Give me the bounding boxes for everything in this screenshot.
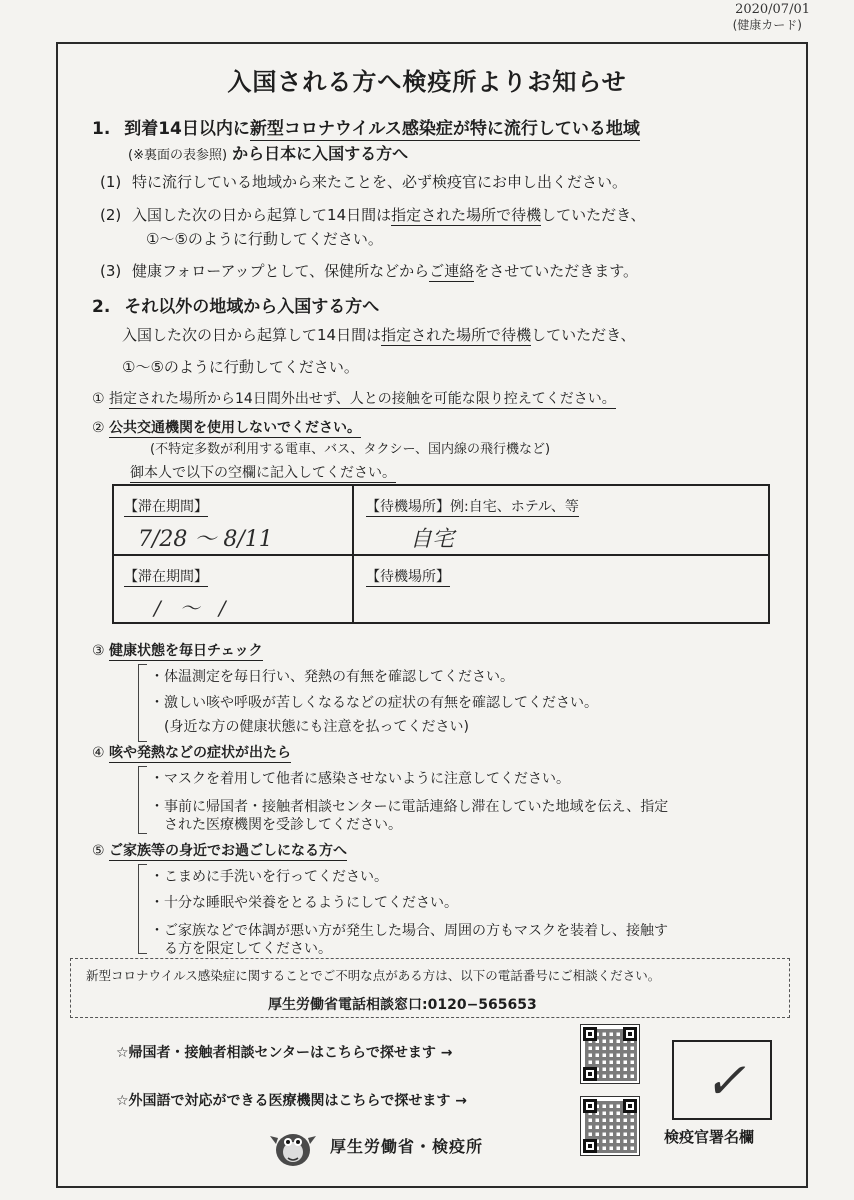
item-number: (1) bbox=[100, 173, 122, 191]
rule-4-item-2: ・事前に帰国者・接触者相談センターに電話連絡し滞在していた地域を伝え、指定 bbox=[150, 799, 669, 815]
stay-table bbox=[112, 484, 770, 624]
wait-location-label-1 bbox=[366, 496, 579, 516]
contact-phone[interactable]: 厚生労働省電話相談窓口:0120−565653 bbox=[268, 997, 537, 1013]
stay-period-label-1 bbox=[124, 496, 208, 516]
item-number: (2) bbox=[100, 206, 122, 224]
label-text: 【滞在期間】 bbox=[124, 499, 208, 515]
item-text: 特に流行している地域から来たことを、必ず検疫官にお申し出ください。 bbox=[132, 173, 628, 191]
rule-2-number: ② bbox=[92, 420, 105, 436]
section-2-lead: 入国した次の日から起算して14日間は bbox=[122, 326, 382, 344]
rule-2 bbox=[92, 417, 361, 437]
page-title: 入国される方へ検疫所よりお知らせ bbox=[227, 68, 627, 96]
item-text-lead: 入国した次の日から起算して14日間は bbox=[132, 206, 392, 224]
stay-period-label-2 bbox=[124, 566, 208, 586]
qr-finder bbox=[623, 1099, 637, 1113]
section-1-number: 1. bbox=[92, 119, 111, 139]
label-example: 例:自宅、ホテル、等 bbox=[450, 499, 579, 515]
center-search-link[interactable]: ☆帰国者・接触者相談センターはこちらで探せます → bbox=[116, 1045, 453, 1061]
table-divider-horizontal bbox=[114, 554, 768, 556]
item-text-tail: していただき、 bbox=[541, 206, 646, 224]
label-text: 【滞在期間】 bbox=[124, 569, 208, 585]
rule-5-item-1: ・こまめに手洗いを行ってください。 bbox=[150, 869, 388, 885]
document-date: 2020/07/01 bbox=[735, 2, 810, 17]
label-text: 【待機場所】 bbox=[366, 499, 450, 515]
rule-5-item-3: ・ご家族などで体調が悪い方が発生した場合、周囲の方もマスクを装着し、接触す bbox=[150, 923, 668, 939]
section-2-title: それ以外の地域から入国する方へ bbox=[124, 297, 380, 317]
section-2-line-1 bbox=[122, 324, 636, 345]
contact-text: 新型コロナウイルス感染症に関することでご不明な点がある方は、以下の電話番号にご相談ください。 bbox=[86, 968, 661, 983]
rule-2-note: (不特定多数が利用する電車、バス、タクシー、国内線の飛行機など) bbox=[150, 442, 551, 457]
item-number: (3) bbox=[100, 262, 122, 280]
section-2-number: 2. bbox=[92, 297, 111, 317]
rule-2-fill-instruction bbox=[130, 462, 396, 482]
item-text-lead: 健康フォローアップとして、保健所などから bbox=[132, 262, 430, 280]
signature-label: 検疫官署名欄 bbox=[664, 1128, 755, 1146]
footer-organization: 厚生労働省・検疫所 bbox=[330, 1137, 484, 1156]
fill-instruction-text: 御本人で以下の空欄に記入してください。 bbox=[130, 465, 396, 481]
wait-location-field-1[interactable]: 自宅 bbox=[410, 527, 455, 552]
rule-4-heading: 咳や発熱などの症状が出たら bbox=[109, 745, 292, 761]
rule-5-number: ⑤ bbox=[92, 843, 105, 859]
section-2-line-2: ①〜⑤のように行動してください。 bbox=[122, 358, 359, 376]
rule-3-heading: 健康状態を毎日チェック bbox=[109, 643, 263, 659]
qr-finder bbox=[583, 1027, 597, 1041]
qr-finder bbox=[623, 1027, 637, 1041]
rule-4-number: ④ bbox=[92, 745, 105, 761]
rule-3-item-2: ・激しい咳や呼吸が苦しくなるなどの症状の有無を確認してください。 bbox=[150, 695, 598, 711]
section-1-item-3 bbox=[100, 260, 638, 281]
mascot-logo-icon bbox=[268, 1124, 318, 1170]
item-text-tail: をさせていただきます。 bbox=[474, 262, 639, 280]
section-1-heading bbox=[92, 114, 640, 139]
rule-3-item-1: ・体温測定を毎日行い、発熱の有無を確認してください。 bbox=[150, 669, 514, 685]
qr-code-center[interactable] bbox=[580, 1024, 640, 1084]
qr-code-foreign[interactable] bbox=[580, 1096, 640, 1156]
section-1-lead: 到着14日以内に bbox=[124, 119, 250, 139]
foreign-clinic-link[interactable]: ☆外国語で対応ができる医療機関はこちらで探せます → bbox=[116, 1093, 468, 1109]
check-mark-icon: ✓ bbox=[704, 1052, 746, 1110]
rule-2-text: 公共交通機関を使用しないでください。 bbox=[109, 420, 362, 436]
stay-period-field-1[interactable]: 7/28 〜 8/11 bbox=[138, 527, 273, 552]
rule-3-item-3: (身近な方の健康状態にも注意を払ってください) bbox=[164, 719, 469, 735]
section-1-target: から日本に入国する方へ bbox=[232, 144, 409, 163]
section-1-item-2 bbox=[100, 204, 646, 225]
rule-4-bracket bbox=[138, 766, 147, 834]
rule-3 bbox=[92, 640, 263, 660]
card-type-label: (健康カード) bbox=[732, 18, 802, 32]
rule-4-item-1: ・マスクを着用して他者に感染させないように注意してください。 bbox=[150, 771, 570, 787]
rule-5-heading: ご家族等の身近でお過ごしになる方へ bbox=[109, 843, 348, 859]
rule-5-bracket bbox=[138, 864, 147, 954]
section-1-highlight: 新型コロナウイルス感染症が特に流行している地域 bbox=[249, 119, 640, 139]
rule-5 bbox=[92, 840, 347, 860]
rule-5-item-2: ・十分な睡眠や栄養をとるようにしてください。 bbox=[150, 895, 458, 911]
section-2-heading bbox=[92, 292, 379, 317]
section-2-highlight: 指定された場所で待機 bbox=[381, 326, 532, 344]
section-1-subheading bbox=[128, 141, 408, 164]
section-2-tail: していただき、 bbox=[531, 326, 636, 344]
stay-period-field-2[interactable]: / 〜 / bbox=[154, 596, 226, 620]
rule-4-item-3: された医療機関を受診してください。 bbox=[164, 817, 402, 833]
rule-3-number: ③ bbox=[92, 643, 105, 659]
wait-location-label-2 bbox=[366, 566, 450, 586]
rule-5-item-4: る方を限定してください。 bbox=[164, 941, 332, 957]
item-text-highlight: 指定された場所で待機 bbox=[391, 206, 542, 224]
rule-1-text: 指定された場所から14日間外出せず、人との接触を可能な限り控えてください。 bbox=[109, 391, 616, 407]
rule-1 bbox=[92, 388, 616, 408]
label-text: 【待機場所】 bbox=[366, 569, 450, 585]
rule-3-bracket bbox=[138, 664, 147, 742]
rule-4 bbox=[92, 742, 291, 762]
rule-1-number: ① bbox=[92, 391, 105, 407]
qr-finder bbox=[583, 1139, 597, 1153]
item-text-highlight: ご連絡 bbox=[429, 262, 475, 280]
signature-box[interactable] bbox=[672, 1040, 772, 1120]
qr-finder bbox=[583, 1099, 597, 1113]
section-1-reference: (※裏面の表参照) bbox=[128, 148, 228, 163]
section-1-item-1 bbox=[100, 171, 627, 192]
qr-finder bbox=[583, 1067, 597, 1081]
section-1-item-2-cont: ①〜⑤のように行動してください。 bbox=[146, 230, 383, 248]
